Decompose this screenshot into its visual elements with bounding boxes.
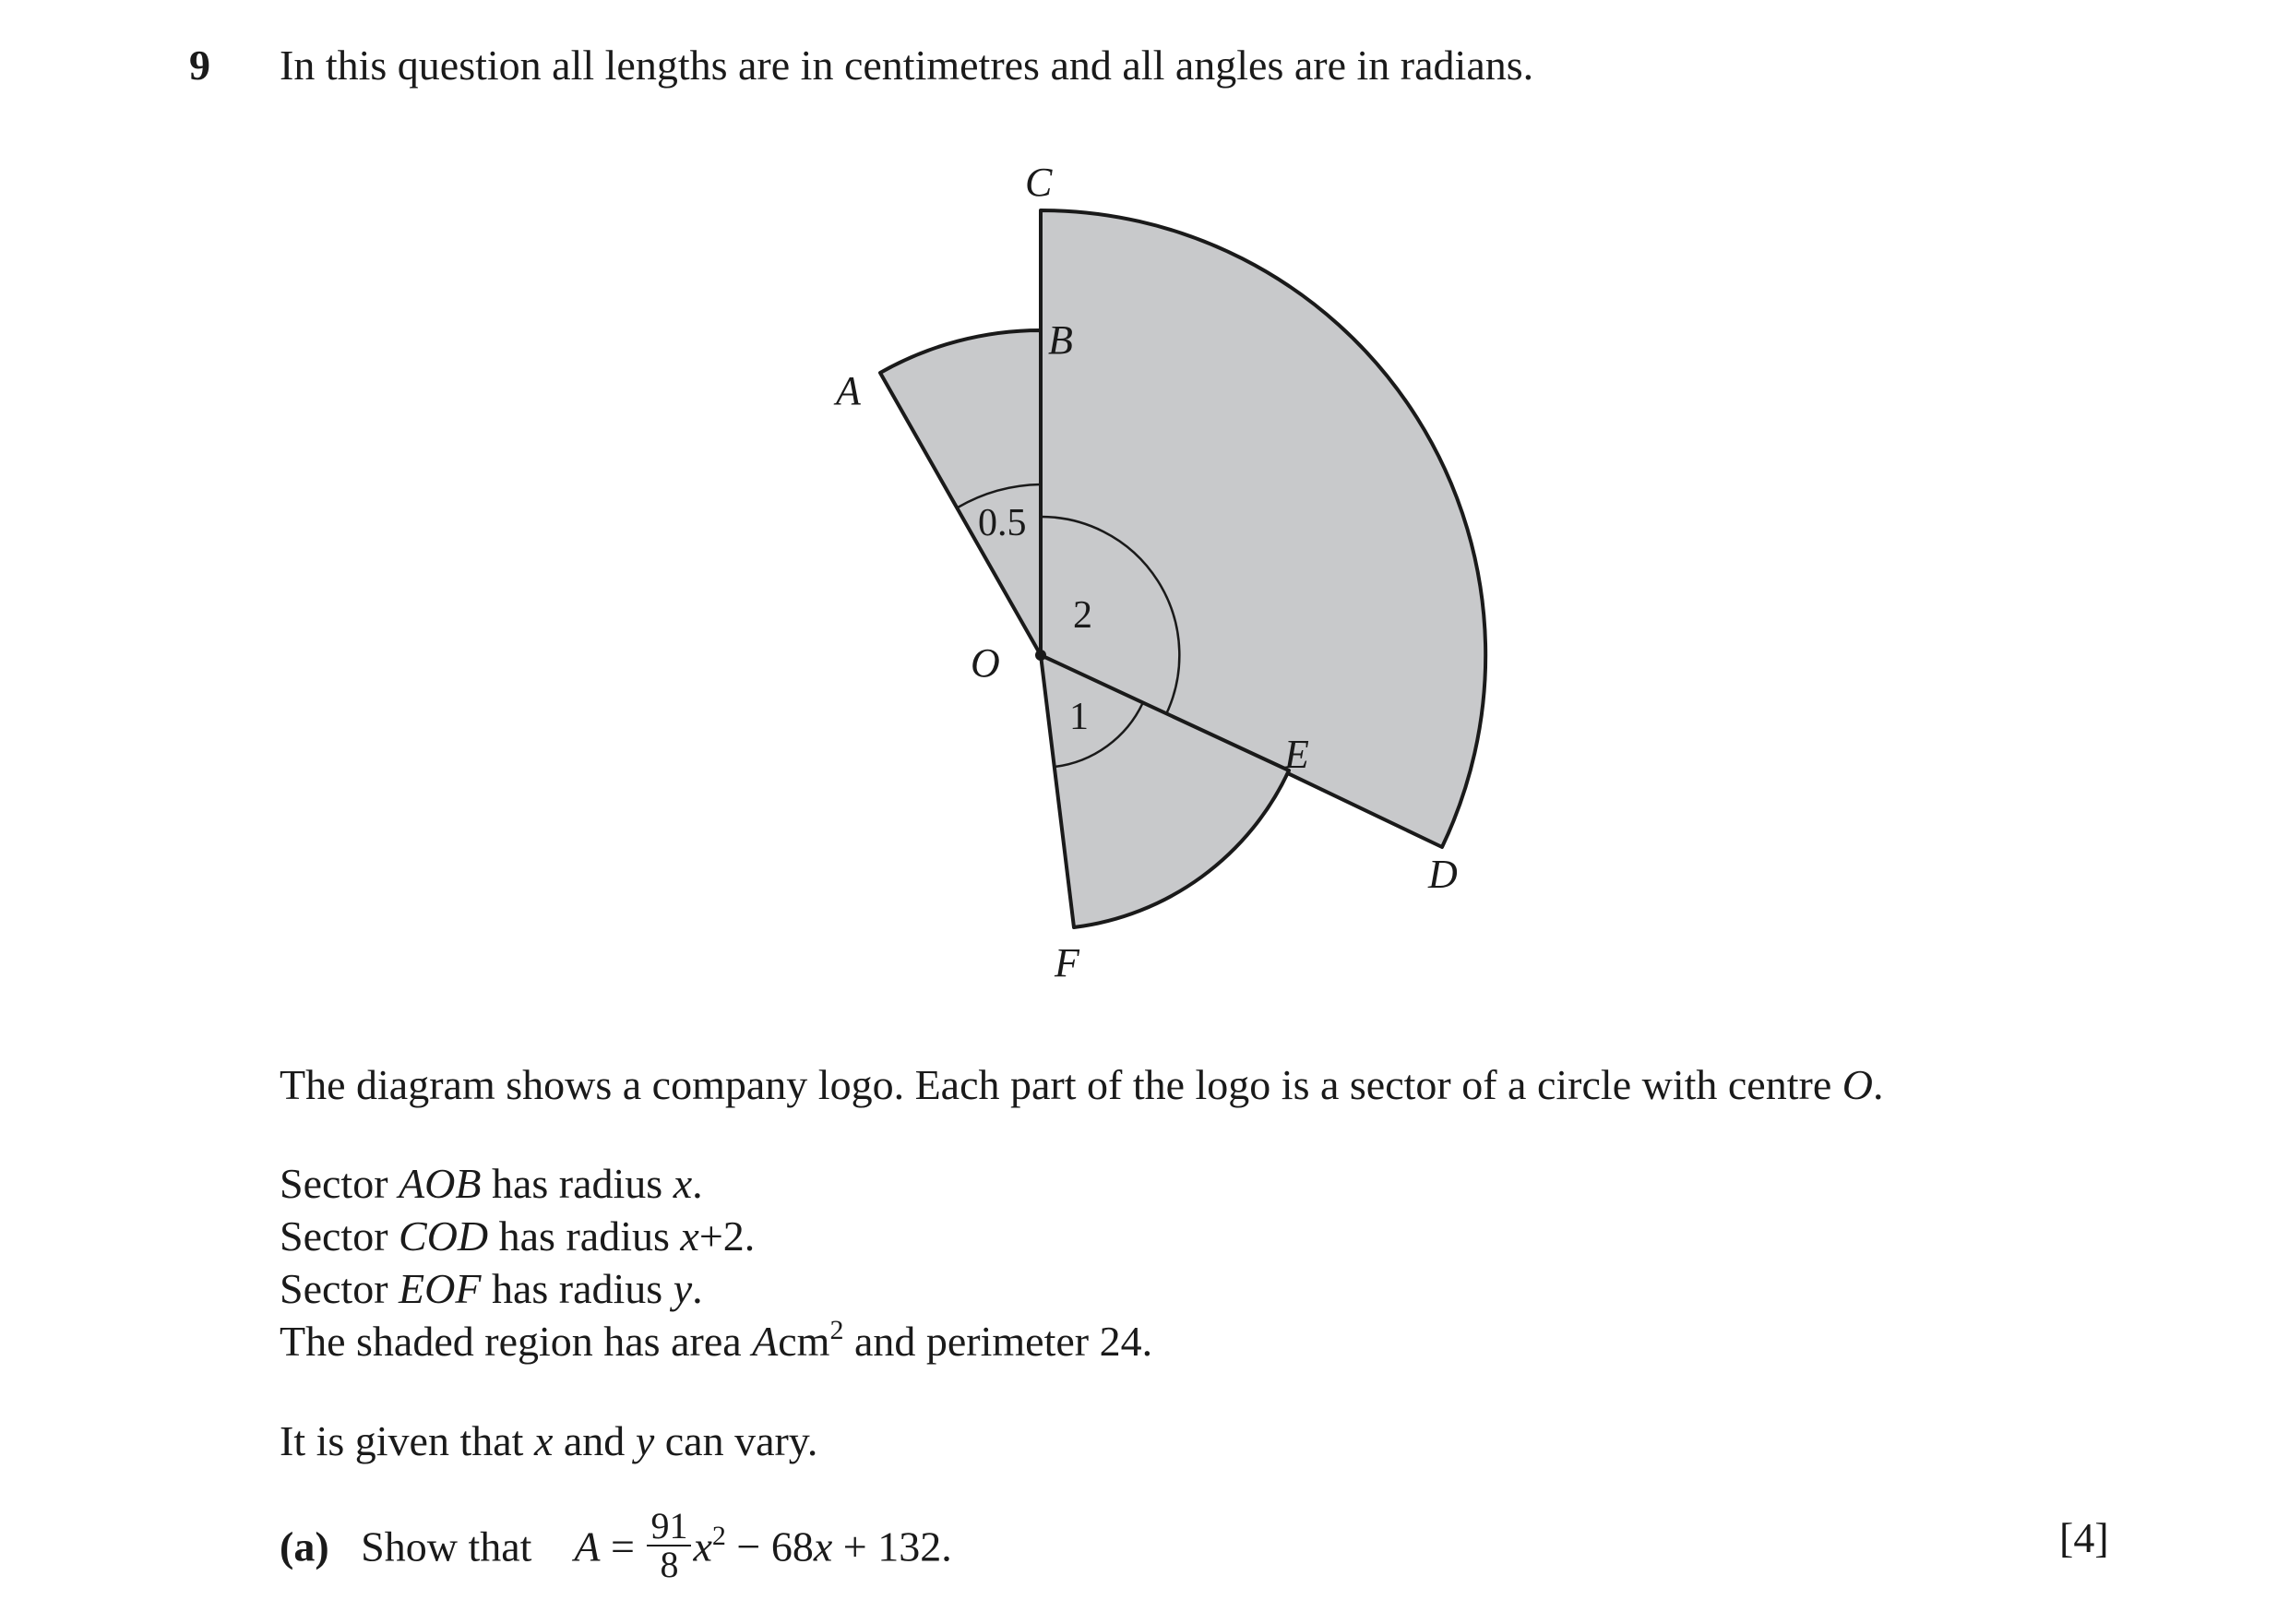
sector-eof-line: Sector EOF has radius y. (280, 1265, 703, 1312)
sector-aob-line: Sector AOB has radius x. (280, 1160, 703, 1207)
part-a-label: (a) (280, 1522, 329, 1570)
question-number: 9 (189, 42, 210, 89)
angle-label-cod: 2 (1073, 594, 1092, 637)
label-c: C (1025, 160, 1053, 205)
centre-point-o (1035, 650, 1046, 661)
angle-label-aob: 0.5 (978, 502, 1027, 544)
label-a: A (836, 368, 861, 413)
vary-statement: It is given that x and y can vary. (280, 1417, 818, 1464)
part-a-line: (a) Show that A = $\frac{91}{8}$ $x^2 - 68x + 132$. (280, 1505, 952, 1585)
shaded-region-line: The shaded region has area Acm$^2$ and perimeter 24. (280, 1315, 1153, 1365)
sector-cod-line: Sector COD has radius x+2. (280, 1212, 756, 1260)
label-d: D (1428, 852, 1458, 897)
question-intro: In this question all lengths are in centimetres and all angles are in radians. (280, 42, 1534, 89)
angle-label-eof: 1 (1069, 696, 1089, 738)
fraction-91-8: $\frac{91}{8}$ (647, 1508, 691, 1583)
label-o: O (971, 640, 1000, 686)
logo-description: The diagram shows a company logo. Each part of the logo is a sector of a circle with centre O. (280, 1061, 1884, 1108)
label-b: B (1048, 317, 1073, 363)
sector-aob (880, 330, 1041, 655)
part-a-marks: [4] (2059, 1514, 2109, 1561)
label-f: F (1055, 940, 1079, 985)
label-e: E (1284, 732, 1309, 777)
